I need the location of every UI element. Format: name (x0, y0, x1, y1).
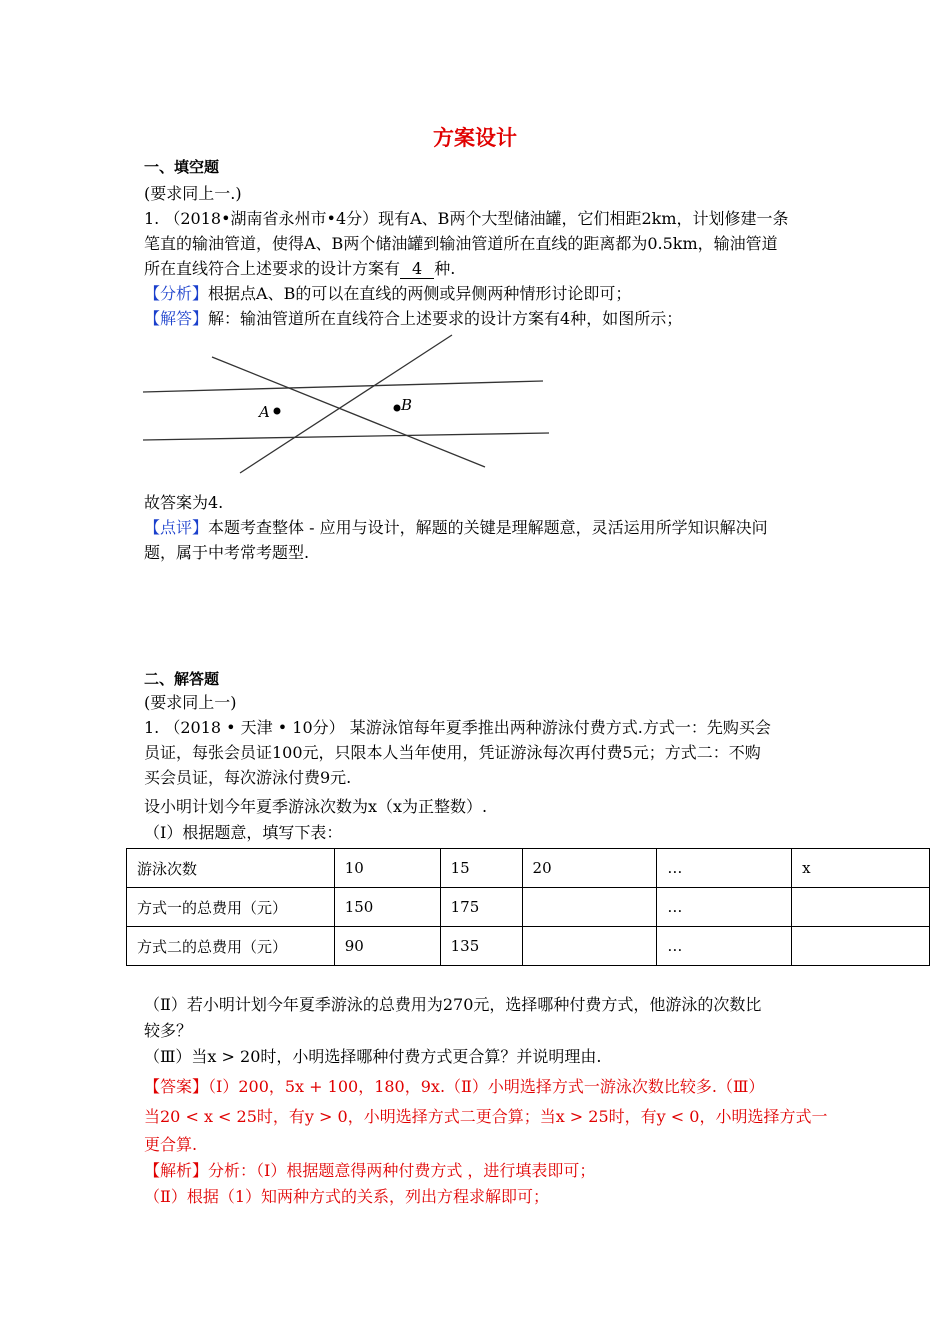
parallel-line-top (143, 381, 543, 392)
table-row (127, 927, 930, 966)
point-a-label: A (259, 403, 270, 421)
fee-table (126, 848, 930, 966)
s1-question-line-1: 1. （2018•湖南省永州市•4分）现有A、B两个大型储油罐，它们相距2km，计划修建一条 (144, 209, 789, 228)
comment-line-2: 题，属于中考常考题型. (144, 543, 310, 562)
section1-heading: 一、填空题 (144, 158, 220, 176)
answer-line-3: 更合算. (144, 1135, 198, 1154)
comment-tag: 【点评】 (144, 518, 209, 537)
pipeline-diagram (140, 330, 560, 480)
s2-question-line-2: 员证，每张会员证100元，只限本人当年使用，凭证游泳每次再付费5元；方式二：不购 (144, 743, 761, 762)
page-title: 方案设计 (433, 126, 517, 150)
answer-tag: 【答案】 (144, 1077, 209, 1096)
s1-question-line-3-post: 种. (434, 259, 456, 278)
part3-line: （Ⅲ）当x > 20时，小明选择哪种付费方式更合算？并说明理由. (144, 1047, 602, 1066)
table-cell (522, 888, 657, 927)
part2-line-1: （Ⅱ）若小明计划今年夏季游泳的总费用为270元，选择哪种付费方式，他游泳的次数比 (144, 995, 762, 1014)
s1-question-line-3-pre: 所在直线符合上述要求的设计方案有 (144, 259, 401, 278)
answer-text-1: （Ⅰ）200，5x + 100，180，9x.（Ⅱ）小明选择方式一游泳次数比较多.（Ⅲ） (208, 1077, 765, 1096)
conclusion: 故答案为4. (144, 493, 224, 512)
part2-line-2: 较多？ (144, 1021, 193, 1040)
explain-text-1: 分析：（Ⅰ）根据题意得两种付费方式 ，进行填表即可； (208, 1161, 596, 1180)
crossing-line-2 (212, 357, 485, 467)
table-cell (522, 927, 657, 966)
solution-text: 解：输油管道所在直线符合上述要求的设计方案有4种，如图所示； (208, 309, 683, 328)
section1-note: (要求同上一.) (144, 184, 242, 203)
s1-question-line-3 (144, 258, 455, 280)
table-cell: 150 (334, 888, 440, 927)
analysis-line (144, 283, 631, 305)
comment-text-1: 本题考查整体 - 应用与设计，解题的关键是理解题意，灵活运用所学知识解决问 (208, 518, 768, 537)
answer-blank: 4 (400, 260, 434, 279)
part1-prompt: （Ⅰ）根据题意，填写下表： (144, 823, 343, 842)
explain-line-2: （Ⅱ）根据（1）知两种方式的关系，列出方程求解即可； (144, 1187, 550, 1206)
table-cell (792, 927, 930, 966)
s2-question-line-3: 买会员证，每次游泳付费9元. (144, 768, 352, 787)
section2-note: (要求同上一) (144, 693, 237, 712)
point-b-label: B (401, 396, 413, 414)
table-cell (792, 888, 930, 927)
table-row (127, 849, 930, 888)
solution-tag: 【解答】 (144, 309, 209, 328)
answer-line-1 (144, 1076, 764, 1098)
table-cell: 方式二的总费用（元） (127, 927, 335, 966)
s2-question-line-4: 设小明计划今年夏季游泳次数为x（x为正整数）. (144, 797, 488, 816)
comment-line-1 (144, 517, 768, 539)
section2-heading: 二、解答题 (144, 670, 220, 688)
crossing-line-1 (240, 335, 452, 473)
s2-question-line-1: 1. （2018 • 天津 • 10分） 某游泳馆每年夏季推出两种游泳付费方式.方式一：先购买会 (144, 718, 771, 737)
table-cell: 方式一的总费用（元） (127, 888, 335, 927)
explain-line-1 (144, 1160, 595, 1182)
table-cell: … (657, 927, 792, 966)
point-b (394, 405, 401, 412)
s1-question-line-2: 笔直的输油管道，使得A、B两个储油罐到输油管道所在直线的距离都为0.5km，输油管道 (144, 234, 778, 253)
table-cell: 游泳次数 (127, 849, 335, 888)
point-a (274, 408, 281, 415)
table-cell: … (657, 888, 792, 927)
table-cell: 10 (334, 849, 440, 888)
table-cell: … (657, 849, 792, 888)
analysis-tag: 【分析】 (144, 284, 209, 303)
table-cell: 175 (440, 888, 522, 927)
answer-line-2: 当20 < x < 25时，有y > 0，小明选择方式二更合算；当x > 25时，有y < 0，小明选择方式一 (144, 1107, 828, 1126)
explain-tag: 【解析】 (144, 1161, 209, 1180)
table-cell: 135 (440, 927, 522, 966)
table-row (127, 888, 930, 927)
table-cell: 90 (334, 927, 440, 966)
table-cell: 20 (522, 849, 657, 888)
analysis-text: 根据点A、B的可以在直线的两侧或异侧两种情形讨论即可； (208, 284, 632, 303)
table-cell: x (792, 849, 930, 888)
solution-line (144, 308, 682, 330)
parallel-line-bottom (143, 433, 549, 440)
table-cell: 15 (440, 849, 522, 888)
